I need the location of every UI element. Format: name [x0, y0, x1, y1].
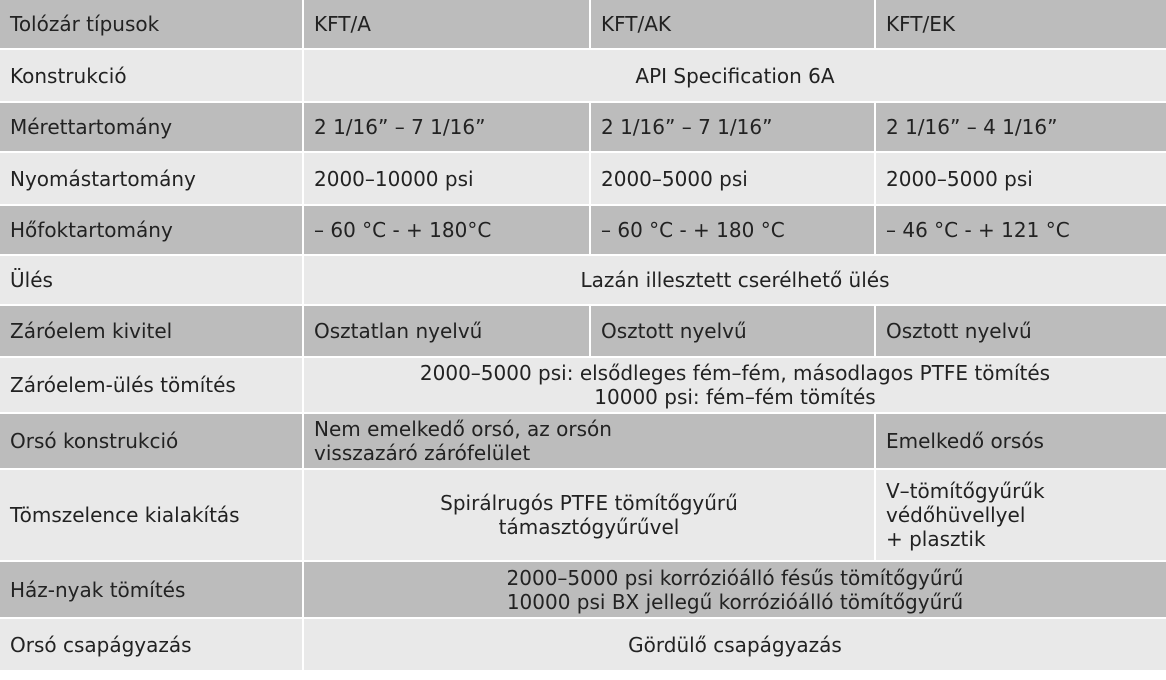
row-label: Záróelem-ülés tömítés — [0, 358, 304, 414]
row-label: Hőfoktartomány — [0, 206, 304, 256]
row-label: Ház-nyak tömítés — [0, 562, 304, 619]
row-label: Mérettartomány — [0, 103, 304, 153]
table-cell: 2000–5000 psi korrózióálló fésűs tömítőgyűrű 10000 psi BX jellegű korrózióálló tömítőgyűrű — [304, 562, 1166, 619]
table-cell: – 60 °C - + 180 °C — [591, 206, 876, 256]
table-row — [0, 256, 1166, 306]
table-cell: 2000–10000 psi — [304, 153, 591, 206]
table-cell: Spirálrugós PTFE tömítőgyűrű támasztógyűrűvel — [304, 470, 876, 562]
table-row — [0, 153, 1166, 206]
table-cell: 2000–5000 psi: elsődleges fém–fém, másodlagos PTFE tömítés 10000 psi: fém–fém tömítés — [304, 358, 1166, 414]
table-cell: Osztott nyelvű — [876, 306, 1166, 358]
table-cell: 2 1/16” – 7 1/16” — [591, 103, 876, 153]
table-row — [0, 470, 1166, 562]
row-label: Nyomástartomány — [0, 153, 304, 206]
table-cell: Osztott nyelvű — [591, 306, 876, 358]
table-cell: Lazán illesztett cserélhető ülés — [304, 256, 1166, 306]
table-row — [0, 103, 1166, 153]
table-cell: – 46 °C - + 121 °C — [876, 206, 1166, 256]
table-header-row — [0, 0, 1166, 50]
table-row — [0, 50, 1166, 103]
table-cell: – 60 °C - + 180°C — [304, 206, 591, 256]
table-cell: Nem emelkedő orsó, az orsón visszazáró zárófelület — [304, 414, 876, 470]
table-cell: Emelkedő orsós — [876, 414, 1166, 470]
table-row — [0, 206, 1166, 256]
row-label: Konstrukció — [0, 50, 304, 103]
table-cell: 2 1/16” – 4 1/16” — [876, 103, 1166, 153]
table-cell: 2000–5000 psi — [591, 153, 876, 206]
header-cell: KFT/EK — [876, 0, 1166, 50]
row-label: Tömszelence kialakítás — [0, 470, 304, 562]
table-cell: API Specification 6A — [304, 50, 1166, 103]
table-row — [0, 358, 1166, 414]
table-row — [0, 414, 1166, 470]
table-cell: 2 1/16” – 7 1/16” — [304, 103, 591, 153]
header-cell: KFT/AK — [591, 0, 876, 50]
table-row — [0, 306, 1166, 358]
table-row — [0, 619, 1166, 672]
row-label: Orsó konstrukció — [0, 414, 304, 470]
header-cell: KFT/A — [304, 0, 591, 50]
table-cell: V–tömítőgyűrűk védőhüvellyel + plasztik — [876, 470, 1166, 562]
table-cell: Gördülő csapágyazás — [304, 619, 1166, 672]
table-row — [0, 562, 1166, 619]
header-cell: Tolózár típusok — [0, 0, 304, 50]
row-label: Ülés — [0, 256, 304, 306]
row-label: Záróelem kivitel — [0, 306, 304, 358]
row-label: Orsó csapágyazás — [0, 619, 304, 672]
table-cell: Osztatlan nyelvű — [304, 306, 591, 358]
table-cell: 2000–5000 psi — [876, 153, 1166, 206]
